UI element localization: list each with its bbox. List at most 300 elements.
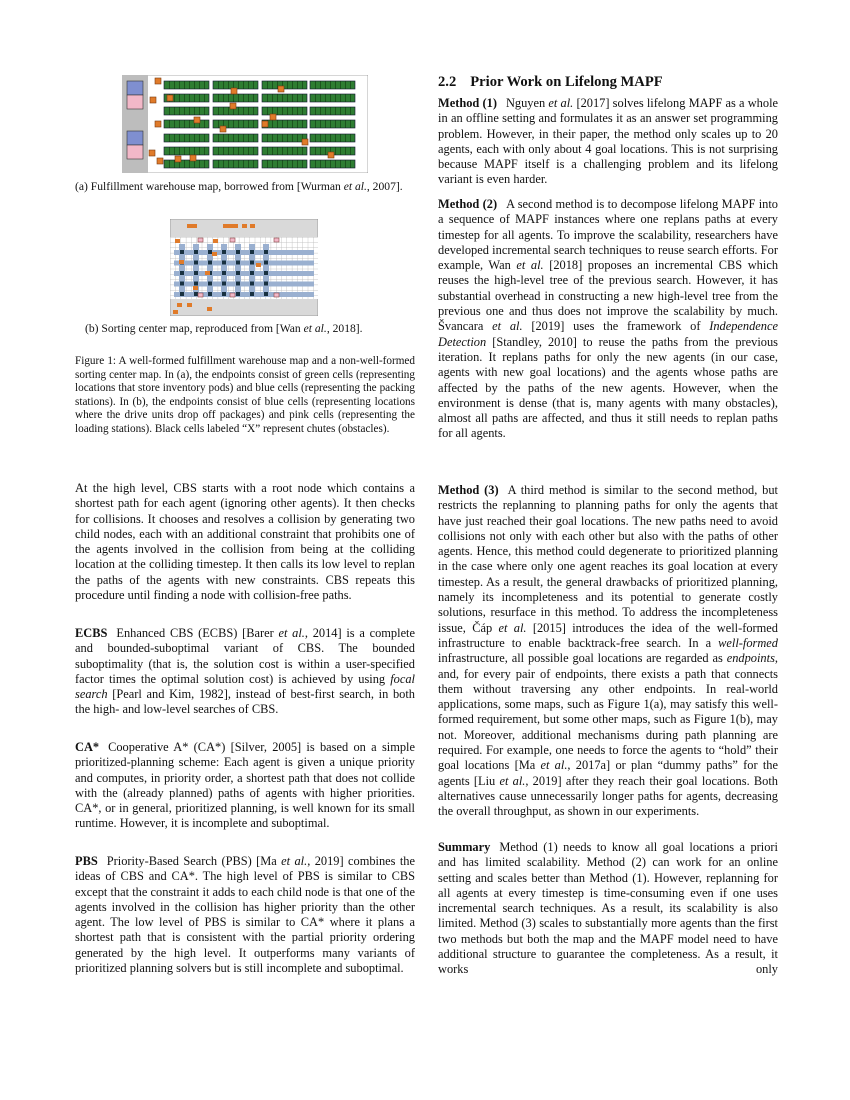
- inventory-pod-block: [164, 81, 209, 89]
- pod-cell-line: [292, 147, 293, 155]
- inventory-pod-block: [164, 160, 209, 168]
- agent: [187, 303, 192, 307]
- agent: [205, 271, 210, 275]
- text-run: , 2018].: [326, 322, 363, 335]
- pod-cell-line: [315, 147, 316, 155]
- italic-text: et al.: [516, 258, 544, 273]
- inventory-pod-block: [262, 160, 307, 168]
- chute-obstacle: [180, 250, 184, 254]
- pod-cell-line: [174, 147, 175, 155]
- pod-cell-line: [345, 120, 346, 128]
- chute-obstacle: [236, 271, 240, 275]
- pod-cell-line: [243, 81, 244, 89]
- pod-cell-line: [189, 107, 190, 115]
- pod-cell-line: [325, 147, 326, 155]
- pod-cell-line: [223, 160, 224, 168]
- agent: [212, 252, 217, 256]
- text-run: , 2019] combines the ideas of CBS and CA*. The high level of PBS is similar to CBS except that the constraint it adds to each child node is that one of the agents involved in the collision has higher priority than the other agent. The low level of PBS is similar to CA* where it plans a shortest path that is consistent with the partial priority ordering generated by the high level. It outperforms many variants of prioritized planning solvers but is still incomplete and suboptimal.: [75, 854, 415, 976]
- pod-cell-line: [169, 107, 170, 115]
- pod-cell-line: [233, 120, 234, 128]
- pod-cell-line: [189, 81, 190, 89]
- pod-cell-line: [248, 147, 249, 155]
- inventory-pod-block: [262, 120, 307, 128]
- pod-cell-line: [204, 107, 205, 115]
- pod-cell-line: [340, 120, 341, 128]
- agent: [270, 114, 276, 120]
- pod-cell-line: [277, 107, 278, 115]
- pod-cell-line: [277, 147, 278, 155]
- agent: [167, 95, 173, 101]
- paragraph-heading: ECBS: [75, 626, 108, 640]
- chute-obstacle: [208, 292, 212, 296]
- agent: [194, 117, 200, 123]
- pod-cell-line: [302, 107, 303, 115]
- pod-cell-line: [218, 120, 219, 128]
- inventory-pod-block: [164, 147, 209, 155]
- italic-text: et al.: [343, 180, 367, 193]
- text-run: , 2019] after they reach their goal locations. Both alternatives cause unnecessarily longer paths for agents, decreasing the overall throughput, as shown in our experiments.: [438, 773, 778, 819]
- loading-station: [274, 293, 279, 297]
- chute-obstacle: [194, 261, 198, 265]
- pod-cell-line: [287, 81, 288, 89]
- pod-cell-line: [189, 94, 190, 102]
- pod-cell-line: [315, 120, 316, 128]
- agent: [256, 263, 261, 267]
- loading-station: [198, 293, 203, 297]
- pod-cell-line: [350, 120, 351, 128]
- pod-cell-line: [204, 160, 205, 168]
- agent: [190, 155, 196, 161]
- pod-cell-line: [223, 94, 224, 102]
- agent: [175, 156, 181, 162]
- pod-cell-line: [174, 107, 175, 115]
- pod-cell-line: [292, 120, 293, 128]
- pod-cell-line: [277, 120, 278, 128]
- pod-cell-line: [292, 107, 293, 115]
- italic-text: et al.: [548, 96, 574, 110]
- pod-cell-line: [325, 94, 326, 102]
- paragraph-heading: PBS: [75, 854, 98, 868]
- chute-obstacle: [194, 250, 198, 254]
- inventory-pod-block: [262, 107, 307, 115]
- pod-cell-line: [253, 120, 254, 128]
- pod-cell-line: [345, 147, 346, 155]
- pod-cell-line: [287, 94, 288, 102]
- pod-cell-line: [325, 81, 326, 89]
- pod-cell-line: [179, 147, 180, 155]
- chute-obstacle: [222, 282, 226, 286]
- figure-1-caption: Figure 1: A well-formed fulfillment warehouse map and a non-well-formed sorting center map. In (a), the endpoints consist of green cells (representing locations that store inventory pods) and blue cells (representing the packing stations). In (b), the endpoints consist of blue cells (representing locations where the drive units drop off packages) and pink cells (representing the loading stations). Black cells labeled “X” represent chutes (obstacles).: [75, 355, 415, 435]
- chute-obstacle: [222, 261, 226, 265]
- text-run: , 2007].: [366, 180, 403, 193]
- pod-cell-line: [218, 160, 219, 168]
- pod-cell-line: [233, 147, 234, 155]
- loading-station: [198, 238, 203, 242]
- pod-cell-line: [253, 147, 254, 155]
- pod-cell-line: [297, 147, 298, 155]
- italic-text: et al.: [499, 773, 526, 788]
- pod-cell-line: [253, 94, 254, 102]
- agent: [302, 139, 308, 145]
- agent: [231, 88, 237, 94]
- italic-text: et al.: [278, 626, 305, 640]
- pod-cell-line: [325, 160, 326, 168]
- pod-cell-line: [204, 94, 205, 102]
- text-run: A third method is similar to the second method, but restricts the replanning to planning paths for only the agents that have just reached their goal locations. The new paths need to avoid collisions not only with each other but also with the paths of other agents. Hence, this method could degenerate to prioritized planning in the case where only one agent reaches its goal location at every timestep. As a result, the general drawbacks of prioritized planning, namely its incompleteness and its potential to generate costly solutions, resurface in this method. To address the incompleteness issue, Čáp: [438, 483, 778, 635]
- paragraph-heading: Method (3): [438, 483, 499, 497]
- pod-cell-line: [238, 107, 239, 115]
- pod-cell-line: [238, 120, 239, 128]
- chute-obstacle: [180, 282, 184, 286]
- pod-cell-line: [282, 134, 283, 142]
- inventory-pod-block: [164, 134, 209, 142]
- inventory-pod-block: [262, 134, 307, 142]
- agent: [328, 152, 334, 158]
- pod-cell-line: [267, 81, 268, 89]
- pod-cell-line: [184, 120, 185, 128]
- agent: [278, 86, 284, 92]
- pod-cell-line: [330, 134, 331, 142]
- text-run: , 2014] is a complete and bounded-suboptimal variant of CBS. The bounded suboptimality (that is, the solution cost is within a user-specified factor times the optimal solution cost) is achieved by using: [75, 626, 416, 686]
- agent: [150, 97, 156, 103]
- pod-cell-line: [199, 147, 200, 155]
- chute-obstacle: [264, 261, 268, 265]
- pod-cell-line: [228, 107, 229, 115]
- inventory-pod-block: [213, 134, 258, 142]
- chute-obstacle: [250, 282, 254, 286]
- figure-fulfillment-warehouse-map: [122, 75, 368, 173]
- agent: [173, 310, 178, 314]
- pod-cell-line: [335, 94, 336, 102]
- pod-cell-line: [320, 160, 321, 168]
- pod-cell-line: [272, 81, 273, 89]
- figure-sorting-center-map: [170, 219, 318, 316]
- pod-cell-line: [345, 94, 346, 102]
- chute-obstacle: [250, 271, 254, 275]
- pod-cell-line: [320, 81, 321, 89]
- pod-cell-line: [340, 134, 341, 142]
- pod-cell-line: [267, 94, 268, 102]
- chute-obstacle: [222, 250, 226, 254]
- pod-cell-line: [350, 94, 351, 102]
- inventory-pod-block: [213, 94, 258, 102]
- pod-cell-line: [330, 81, 331, 89]
- chute-obstacle: [236, 250, 240, 254]
- pod-cell-line: [315, 160, 316, 168]
- pod-cell-line: [184, 147, 185, 155]
- agent: [192, 224, 197, 228]
- agent: [213, 239, 218, 243]
- italic-text: focal search: [75, 671, 415, 702]
- pod-cell-line: [345, 134, 346, 142]
- section-title: Prior Work on Lifelong MAPF: [470, 74, 663, 90]
- pod-cell-line: [218, 147, 219, 155]
- chute-obstacle: [250, 292, 254, 296]
- pod-cell-line: [325, 134, 326, 142]
- agent: [228, 224, 233, 228]
- pod-cell-line: [267, 160, 268, 168]
- pod-cell-line: [345, 160, 346, 168]
- paragraph-ecbs: [75, 626, 415, 718]
- pod-cell-line: [320, 134, 321, 142]
- pod-cell-line: [350, 160, 351, 168]
- chute-obstacle: [250, 250, 254, 254]
- pod-cell-line: [194, 81, 195, 89]
- italic-text: et al.: [492, 319, 523, 334]
- pod-cell-line: [330, 120, 331, 128]
- paragraph-method-1: [438, 96, 778, 188]
- text-run: , 2017a] or plan “dummy paths” for the agents [Liu: [438, 758, 778, 788]
- pod-cell-line: [297, 81, 298, 89]
- pod-cell-line: [320, 147, 321, 155]
- pod-cell-line: [282, 147, 283, 155]
- pod-cell-line: [272, 160, 273, 168]
- pod-cell-line: [204, 134, 205, 142]
- pod-cell-line: [248, 81, 249, 89]
- pod-cell-line: [302, 147, 303, 155]
- pod-cell-line: [169, 147, 170, 155]
- pod-cell-line: [248, 94, 249, 102]
- paragraph-ca-star: [75, 740, 415, 832]
- pod-cell-line: [199, 134, 200, 142]
- pod-cell-line: [282, 160, 283, 168]
- paragraph-pbs: [75, 854, 415, 976]
- section-number: 2.2: [438, 74, 457, 90]
- pod-cell-line: [350, 134, 351, 142]
- pod-cell-line: [253, 160, 254, 168]
- pod-cell-line: [292, 160, 293, 168]
- text-run: [2017] solves lifelong MAPF as a whole in an offline setting and formulates it as an answer set programming problem. However, in their paper, the method only scales up to 20 agents, each with only about 4 goal locations. This is not surprising because MAPF itself is a challenging problem and its lifelong variant is even harder.: [438, 96, 779, 187]
- chute-obstacle: [264, 271, 268, 275]
- pod-cell-line: [335, 134, 336, 142]
- agent: [193, 286, 198, 290]
- text-run: Priority-Based Search (PBS) [Ma: [106, 854, 282, 868]
- pod-cell-line: [287, 134, 288, 142]
- pod-cell-line: [315, 81, 316, 89]
- pod-cell-line: [253, 107, 254, 115]
- pod-cell-line: [243, 120, 244, 128]
- pod-cell-line: [204, 120, 205, 128]
- chute-obstacle: [208, 250, 212, 254]
- pod-cell-line: [169, 120, 170, 128]
- pod-cell-line: [243, 160, 244, 168]
- pod-cell-line: [184, 107, 185, 115]
- pod-cell-line: [194, 94, 195, 102]
- pod-cell-line: [233, 160, 234, 168]
- pod-cell-line: [194, 107, 195, 115]
- pod-cell-line: [345, 81, 346, 89]
- pod-cell-line: [228, 94, 229, 102]
- pod-cell-line: [179, 120, 180, 128]
- pod-cell-line: [228, 147, 229, 155]
- pod-cell-line: [267, 134, 268, 142]
- pod-cell-line: [340, 81, 341, 89]
- pod-cell-line: [238, 147, 239, 155]
- pod-cell-line: [315, 94, 316, 102]
- pod-cell-line: [238, 134, 239, 142]
- pod-cell-line: [335, 120, 336, 128]
- italic-text: endpoints: [726, 651, 775, 666]
- italic-text: et al.: [303, 322, 327, 335]
- agent: [262, 121, 268, 127]
- text-run: Method (1) needs to know all goal locations a priori and has limited scalability. Method (2) can work for an online setting and scales better than Method (1). However, replanning for all agents at every timestep is time-consuming even if one uses incremental search techniques. As a result, its scalability is also limited. Method (3) scales to substantially more agents than the first two methods but both the map and the MAPF model need to have additional structure to guarantee the completeness. As a result, it works only: [438, 840, 778, 977]
- inventory-pod-block: [310, 81, 355, 89]
- loading-station: [230, 238, 235, 242]
- pod-cell-line: [184, 94, 185, 102]
- agent: [207, 307, 212, 311]
- pod-cell-line: [292, 134, 293, 142]
- chute-obstacle: [180, 292, 184, 296]
- pod-cell-line: [287, 120, 288, 128]
- agent: [157, 158, 163, 164]
- paragraph-heading: CA*: [75, 740, 100, 754]
- pod-cell-line: [277, 94, 278, 102]
- pod-cell-line: [184, 134, 185, 142]
- inventory-pod-block: [262, 81, 307, 89]
- text-run: (a) Fulfillment warehouse map, borrowed from [Wurman: [75, 180, 344, 193]
- inventory-pod-block: [310, 107, 355, 115]
- pod-cell-line: [194, 147, 195, 155]
- pod-cell-line: [204, 147, 205, 155]
- pod-cell-line: [228, 160, 229, 168]
- italic-text: et al.: [540, 758, 568, 773]
- chute-obstacle: [236, 282, 240, 286]
- pod-cell-line: [223, 81, 224, 89]
- text-run: [2019] uses the framework of: [522, 319, 710, 334]
- paragraph-heading: Summary: [438, 840, 491, 854]
- inventory-pod-block: [213, 160, 258, 168]
- pod-cell-line: [282, 120, 283, 128]
- pod-cell-line: [340, 147, 341, 155]
- packing-station: [127, 145, 143, 159]
- agent: [177, 303, 182, 307]
- chute-obstacle: [236, 292, 240, 296]
- pod-cell-line: [243, 147, 244, 155]
- paragraph-method-3: [438, 483, 778, 820]
- pod-cell-line: [315, 134, 316, 142]
- pod-cell-line: [189, 134, 190, 142]
- pod-cell-line: [297, 134, 298, 142]
- text-run: [Pearl and Kim, 1982], instead of best-first search, in both the high- and low-level searches of CBS.: [75, 687, 415, 717]
- pod-cell-line: [330, 94, 331, 102]
- pod-cell-line: [174, 134, 175, 142]
- pod-cell-line: [297, 107, 298, 115]
- inventory-pod-block: [164, 120, 209, 128]
- pod-cell-line: [267, 147, 268, 155]
- pod-cell-line: [287, 107, 288, 115]
- agent: [155, 121, 161, 127]
- pod-cell-line: [189, 120, 190, 128]
- pod-cell-line: [292, 94, 293, 102]
- pod-cell-line: [340, 107, 341, 115]
- pod-cell-line: [174, 81, 175, 89]
- pod-cell-line: [253, 134, 254, 142]
- pod-cell-line: [297, 120, 298, 128]
- pod-cell-line: [277, 81, 278, 89]
- pod-cell-line: [238, 81, 239, 89]
- pod-cell-line: [189, 160, 190, 168]
- paragraph-heading: Method (1): [438, 96, 497, 110]
- text-run: , and, for every pair of endpoints, there exists a path that connects them without traversing any other endpoints. In real-world applications, some maps, such as Figure 1(a), may satisfy this well-formed requirement, but some other maps, such as Figure 1(b), may not. Moreover, additional mechanisms during path planning are required. For example, one needs to force the agents to “hold” their goal locations [Ma: [438, 651, 778, 773]
- agent: [233, 224, 238, 228]
- packing-station: [127, 131, 143, 145]
- pod-cell-line: [184, 160, 185, 168]
- pod-cell-line: [335, 107, 336, 115]
- agent: [149, 150, 155, 156]
- chute-obstacle: [208, 282, 212, 286]
- italic-text: et al.: [281, 854, 308, 868]
- agent: [175, 239, 180, 243]
- pod-cell-line: [169, 134, 170, 142]
- inventory-pod-block: [262, 147, 307, 155]
- pod-cell-line: [335, 147, 336, 155]
- inventory-pod-block: [164, 107, 209, 115]
- pod-cell-line: [248, 120, 249, 128]
- pod-cell-line: [253, 81, 254, 89]
- pod-cell-line: [297, 94, 298, 102]
- pod-cell-line: [233, 94, 234, 102]
- inventory-pod-block: [310, 120, 355, 128]
- pod-cell-line: [218, 134, 219, 142]
- pod-cell-line: [228, 134, 229, 142]
- agent: [179, 260, 184, 264]
- italic-text: well-formed: [718, 635, 778, 650]
- chute-obstacle: [180, 271, 184, 275]
- inventory-pod-block: [310, 94, 355, 102]
- agent: [250, 224, 255, 228]
- chute-obstacle: [264, 282, 268, 286]
- pod-cell-line: [184, 81, 185, 89]
- agent: [223, 224, 228, 228]
- pod-cell-line: [199, 107, 200, 115]
- pod-cell-line: [325, 120, 326, 128]
- inventory-pod-block: [213, 147, 258, 155]
- pod-cell-line: [248, 160, 249, 168]
- agent: [242, 224, 247, 228]
- pod-cell-line: [350, 81, 351, 89]
- figure-a-caption: [75, 180, 415, 194]
- section-heading: [438, 74, 663, 91]
- pod-cell-line: [248, 134, 249, 142]
- chute-obstacle: [194, 282, 198, 286]
- pod-cell-line: [272, 94, 273, 102]
- loading-station: [274, 238, 279, 242]
- pod-cell-line: [238, 94, 239, 102]
- pod-cell-line: [272, 147, 273, 155]
- italic-text: et al.: [498, 620, 527, 635]
- pod-cell-line: [179, 81, 180, 89]
- paragraph-method-2: [438, 197, 778, 442]
- pod-cell-line: [199, 81, 200, 89]
- pod-cell-line: [340, 94, 341, 102]
- pod-cell-line: [287, 147, 288, 155]
- chute-obstacle: [236, 261, 240, 265]
- text-run: A second method is to decompose lifelong MAPF into a sequence of MAPF instances where one replans paths at every timestep for all agents. To improve the scalability, researchers have developed incremental search techniques to reuse search efforts. For example, Wan: [438, 197, 779, 273]
- pod-cell-line: [218, 94, 219, 102]
- pod-cell-line: [335, 81, 336, 89]
- chute-obstacle: [194, 292, 198, 296]
- pod-cell-line: [248, 107, 249, 115]
- pod-cell-line: [223, 147, 224, 155]
- pod-cell-line: [174, 94, 175, 102]
- italic-text: Independence Detection: [438, 319, 778, 349]
- figure-b-caption: [85, 322, 415, 336]
- pod-cell-line: [302, 160, 303, 168]
- pod-cell-line: [330, 107, 331, 115]
- pod-cell-line: [174, 160, 175, 168]
- pod-cell-line: [233, 134, 234, 142]
- pod-cell-line: [179, 94, 180, 102]
